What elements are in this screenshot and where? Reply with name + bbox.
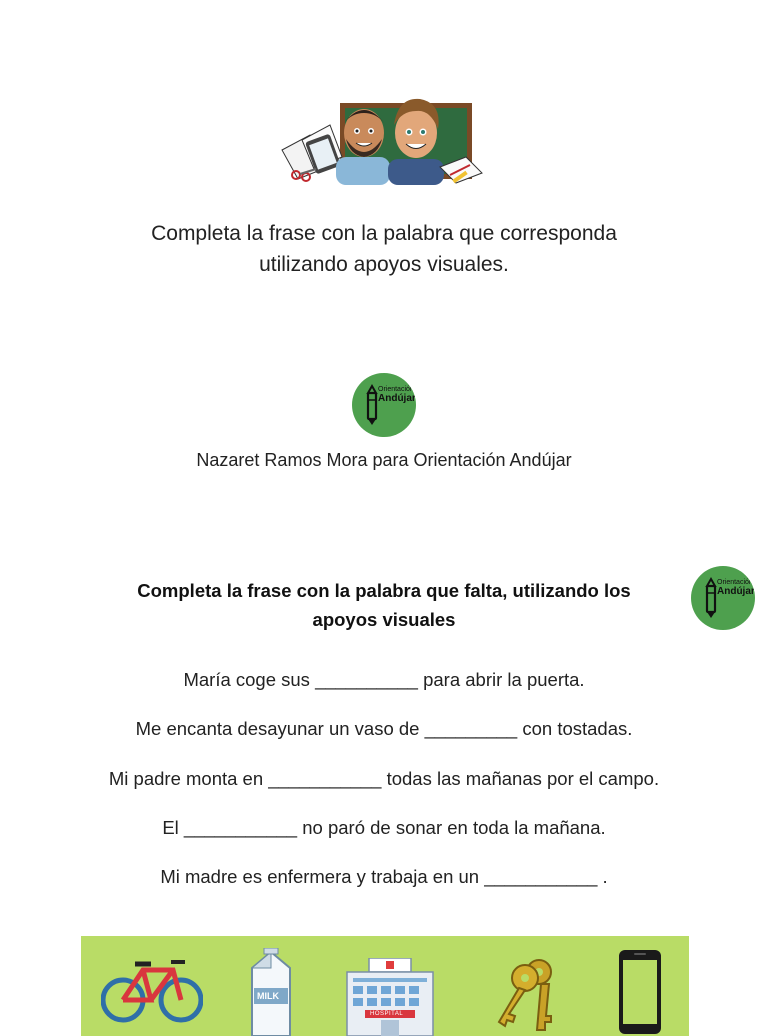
orientacion-andujar-logo [352,373,416,437]
exercise-title-line-2: apoyos visuales [312,609,456,630]
intro-line-1: Completa la frase con la palabra que corresponda [151,222,617,245]
exercise-title-line-1: Completa la frase con la palabra que falta, utilizando los [137,580,631,601]
exercise-title [80,576,688,634]
sentence-3: Mi padre monta en ___________ todas las mañanas por el campo. [108,768,660,789]
pencil-icon [352,373,416,437]
sentence-1: María coge sus __________ para abrir la puerta. [183,669,585,690]
orientacion-andujar-logo-small [691,566,755,630]
hospital-label: HOSPITAL [370,1011,404,1017]
logo-line-1: Orientación [717,579,753,586]
sentence-2: Me encanta desayunar un vaso de _________ con tostadas. [135,718,633,739]
milk-label: MILK [257,991,279,1001]
hospital-icon [345,958,435,1036]
teachers-illustration [280,95,486,185]
logo-line-2: Andújar [378,393,416,404]
logo-line-1: Orientación [378,386,414,393]
logo-line-2: Andújar [717,586,755,597]
author-credit: Nazaret Ramos Mora para Orientación Andújar [196,450,572,470]
keys-icon [485,950,565,1036]
intro-line-2: utilizando apoyos visuales. [259,253,509,276]
pencil-icon [691,566,755,630]
bicycle-icon [101,956,203,1024]
phone-icon [617,948,663,1036]
sentence-4: El ___________ no paró de sonar en toda la mañana. [162,817,606,838]
sentence-5: Mi madre es enfermera y trabaja en un ___________ . [160,866,608,887]
visual-supports-panel [81,936,689,1036]
intro-text [100,218,668,280]
